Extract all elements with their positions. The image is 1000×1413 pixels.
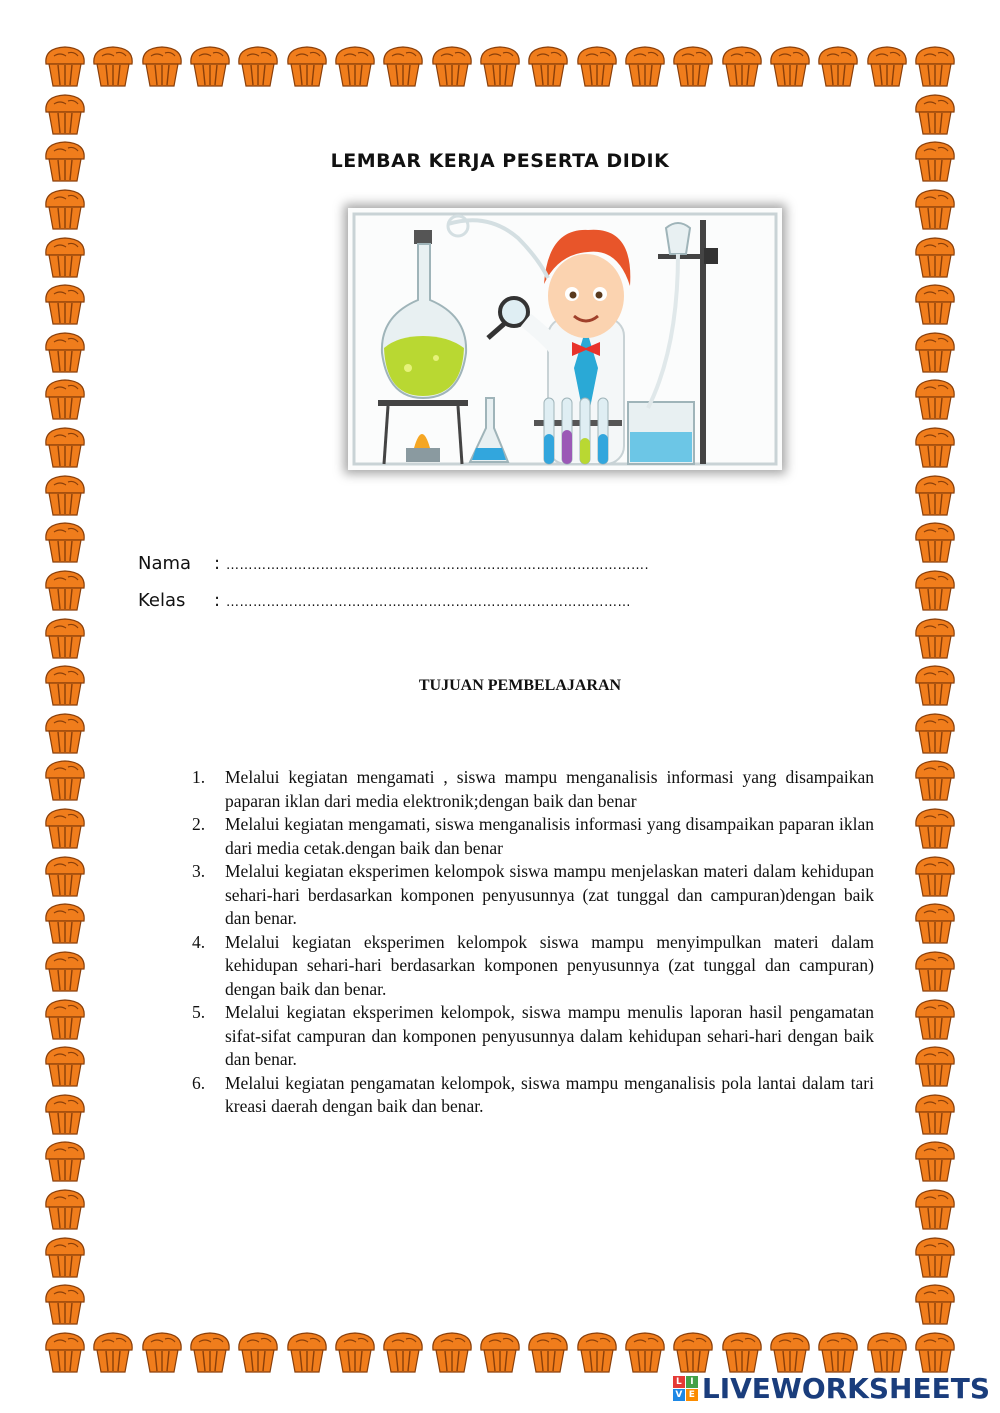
muffin-icon [912, 568, 958, 612]
item-text: Melalui kegiatan mengamati, siswa menganalisis informasi yang disampaikan paparan iklan dari media cetak.dengan baik dan benar [225, 814, 874, 858]
objectives-list [192, 766, 874, 1119]
muffin-icon [912, 520, 958, 564]
muffin-icon [912, 806, 958, 850]
muffin-icon [622, 44, 668, 88]
muffin-icon [912, 44, 958, 88]
muffin-icon [767, 1330, 813, 1374]
muffin-icon [912, 1187, 958, 1231]
brand-logo-letter: E [686, 1389, 698, 1401]
muffin-icon [42, 473, 88, 517]
muffin-icon [864, 44, 910, 88]
muffin-icon [912, 187, 958, 231]
muffin-icon [525, 1330, 571, 1374]
class-blank[interactable]: ……………………………………………………………………………… [226, 595, 631, 610]
item-number: 3. [192, 861, 206, 881]
muffin-icon [42, 425, 88, 469]
brand-logo-letter: V [673, 1389, 685, 1401]
muffin-icon [42, 1187, 88, 1231]
muffin-icon [42, 758, 88, 802]
muffin-icon [767, 44, 813, 88]
muffin-icon [912, 377, 958, 421]
muffin-icon [235, 44, 281, 88]
muffin-icon [912, 854, 958, 898]
muffin-icon [912, 1044, 958, 1088]
muffin-icon [42, 1282, 88, 1326]
muffin-icon [42, 92, 88, 136]
item-text: Melalui kegiatan pengamatan kelompok, siswa mampu menganalisis pola lantai dalam tari kreasi daerah dengan baik dan benar. [225, 1072, 874, 1116]
section-title: TUJUAN PEMBELAJARAN [418, 677, 622, 694]
muffin-icon [719, 44, 765, 88]
page-title: LEMBAR KERJA PESERTA DIDIK [330, 150, 670, 172]
muffin-icon [42, 568, 88, 612]
muffin-icon [42, 1092, 88, 1136]
muffin-icon [42, 1139, 88, 1183]
muffin-icon [42, 187, 88, 231]
liveworksheets-brand[interactable] [673, 1372, 990, 1405]
muffin-icon [380, 1330, 426, 1374]
name-blank[interactable]: …………………………………………………………………………………. [226, 558, 650, 573]
muffin-icon [912, 235, 958, 279]
muffin-icon [90, 1330, 136, 1374]
muffin-icon [912, 711, 958, 755]
scientist-lab-illustration [348, 208, 782, 470]
list-item [192, 860, 874, 931]
brand-logo-icon [673, 1376, 698, 1401]
muffin-icon [187, 1330, 233, 1374]
muffin-icon [42, 949, 88, 993]
muffin-icon [912, 1282, 958, 1326]
muffin-icon [42, 1235, 88, 1279]
muffin-icon [42, 711, 88, 755]
item-number: 2. [192, 814, 206, 834]
muffin-icon [815, 44, 861, 88]
muffin-icon [235, 1330, 281, 1374]
muffin-icon [284, 1330, 330, 1374]
class-separator: : [214, 590, 221, 611]
muffin-icon [912, 282, 958, 326]
muffin-icon [380, 44, 426, 88]
muffin-icon [42, 235, 88, 279]
muffin-icon [912, 92, 958, 136]
muffin-icon [912, 758, 958, 802]
muffin-icon [42, 520, 88, 564]
item-text: Melalui kegiatan eksperimen kelompok siswa mampu menjelaskan materi dalam kehidupan sehari-hari berdasarkan komponen penyusunnya (zat tunggal dan campuran)dengan baik dan benar. [225, 861, 874, 928]
muffin-icon [42, 854, 88, 898]
class-label: Kelas [138, 590, 186, 611]
muffin-icon [284, 44, 330, 88]
name-label: Nama [138, 553, 192, 574]
list-item [192, 1001, 874, 1072]
muffin-icon [42, 282, 88, 326]
muffin-icon [670, 44, 716, 88]
class-field [138, 590, 631, 611]
muffin-icon [429, 1330, 475, 1374]
muffin-icon [42, 1330, 88, 1374]
item-number: 1. [192, 767, 206, 787]
muffin-icon [429, 44, 475, 88]
muffin-icon [912, 901, 958, 945]
muffin-icon [912, 1139, 958, 1183]
muffin-icon [912, 1092, 958, 1136]
item-text: Melalui kegiatan eksperimen kelompok, siswa mampu menulis laporan hasil pengamatan sifat-sifat campuran dan komponen penyusunnya dalam kehidupan sehari-hari dengan baik dan benar. [225, 1002, 874, 1069]
muffin-icon [815, 1330, 861, 1374]
muffin-icon [187, 44, 233, 88]
muffin-icon [332, 44, 378, 88]
muffin-icon [42, 997, 88, 1041]
list-item [192, 931, 874, 1002]
name-separator: : [214, 553, 221, 574]
brand-name: LIVEWORKSHEETS [701, 1372, 990, 1405]
muffin-icon [912, 330, 958, 374]
muffin-icon [90, 44, 136, 88]
item-number: 4. [192, 931, 206, 952]
item-number: 6. [192, 1072, 206, 1093]
muffin-icon [477, 1330, 523, 1374]
list-item [192, 813, 874, 860]
muffin-icon [622, 1330, 668, 1374]
list-item [192, 1072, 874, 1119]
item-text: Melalui kegiatan eksperimen kelompok siswa mampu menyimpulkan materi dalam kehidupan sehari-hari berdasarkan komponen penyusunnya (zat tunggal dan campuran) dengan baik dan benar. [225, 931, 874, 999]
item-number: 5. [192, 1002, 206, 1022]
muffin-icon [574, 1330, 620, 1374]
muffin-icon [42, 44, 88, 88]
muffin-icon [912, 425, 958, 469]
brand-logo-letter: L [673, 1376, 685, 1388]
list-item [192, 766, 874, 813]
item-text: Melalui kegiatan mengamati , siswa mampu menganalisis informasi yang disampaikan paparan iklan dari media elektronik;dengan baik dan benar [225, 767, 874, 811]
muffin-icon [477, 44, 523, 88]
muffin-icon [139, 1330, 185, 1374]
muffin-icon [912, 949, 958, 993]
muffin-icon [332, 1330, 378, 1374]
muffin-icon [719, 1330, 765, 1374]
muffin-icon [864, 1330, 910, 1374]
muffin-icon [912, 473, 958, 517]
muffin-icon [670, 1330, 716, 1374]
name-field [138, 553, 649, 574]
muffin-icon [42, 1044, 88, 1088]
muffin-icon [42, 616, 88, 660]
muffin-icon [42, 330, 88, 374]
muffin-icon [42, 806, 88, 850]
muffin-icon [912, 997, 958, 1041]
muffin-icon [912, 1235, 958, 1279]
muffin-icon [139, 44, 185, 88]
muffin-icon [912, 1330, 958, 1374]
brand-logo-letter: I [686, 1376, 698, 1388]
muffin-icon [912, 616, 958, 660]
muffin-icon [42, 901, 88, 945]
muffin-icon [42, 377, 88, 421]
muffin-icon [574, 44, 620, 88]
muffin-icon [525, 44, 571, 88]
